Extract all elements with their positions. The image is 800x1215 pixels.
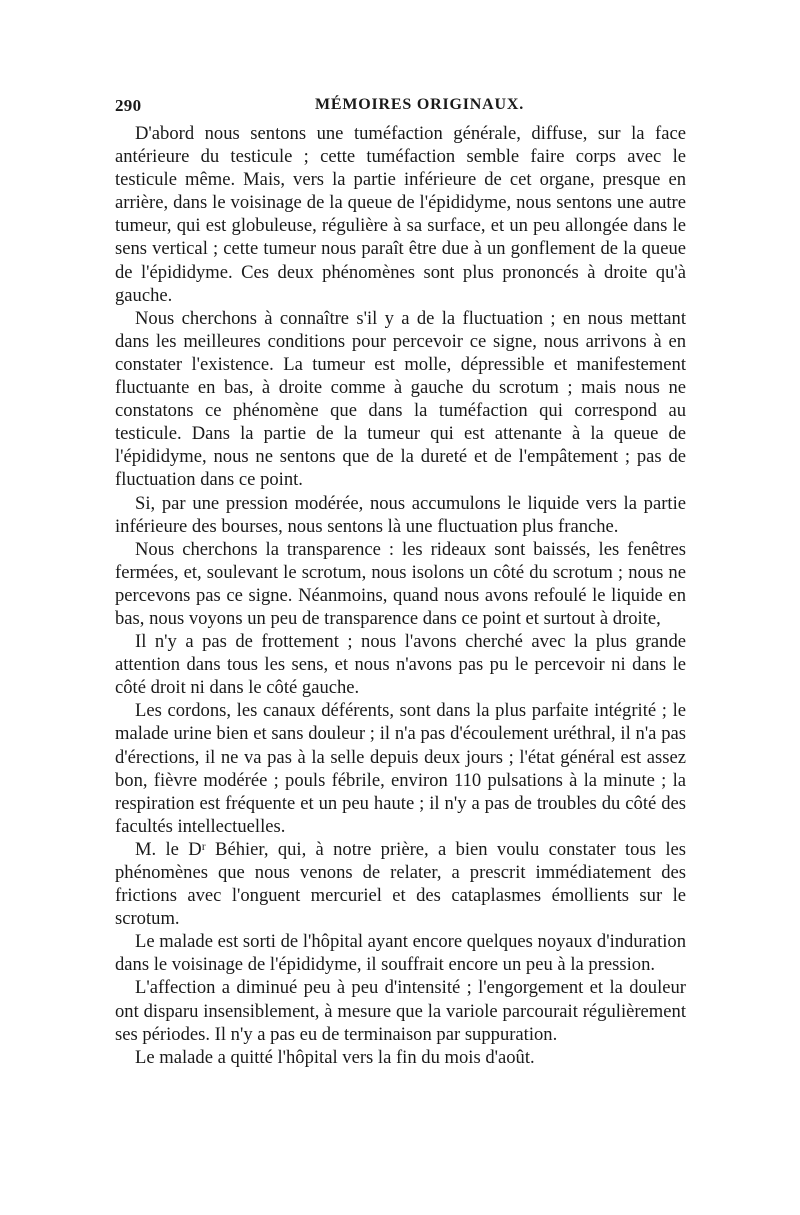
paragraph-transparence: Nous cherchons la transparence : les rideaux sont baissés, les fenêtres fermées, et, soulevant le scrotum, nous isolons un côté du scrotum ; nous ne percevons pas ce signe. Néanmoins, quand nous avons refoulé le liquide en bas, nous voyons un peu de transparence dans ce point et surtout à droite,: [115, 538, 686, 629]
paragraph-pression: Si, par une pression modérée, nous accumulons le liquide vers la partie inférieure des bourses, nous sentons là une fluctuation plus franche.: [115, 492, 686, 537]
running-title: MÉMOIRES ORIGINAUX.: [315, 96, 524, 113]
running-head: [115, 96, 686, 120]
paragraph-tumefaction: D'abord nous sentons une tuméfaction générale, diffuse, sur la face antérieure du testicule ; cette tuméfaction semble faire corps avec le testicule même. Mais, vers la partie inférieure de cet organe, presque en arrière, dans le voisinage de la queue de l'épididyme, nous sentons une autre tumeur, qui est globuleuse, régulière à sa surface, et un peu allongée dans le sens vertical ; cette tumeur nous paraît être due à un gonflement de la queue de l'épididyme. Ces deux phénomènes sont plus prononcés à droite qu'à gauche.: [115, 123, 686, 306]
paragraph-fluctuation: Nous cherchons à connaître s'il y a de la fluctuation ; en nous mettant dans les meilleures conditions pour percevoir ce signe, nous arrivons à en constater l'existence. La tumeur est molle, dépressible et manifestement fluctuante en bas, à droite comme à gauche du scrotum ; mais nous ne constatons ce phénomène que dans la tuméfaction qui correspond au testicule. Dans la partie de la tumeur qui est attenante à la queue de l'épididyme, nous ne sentons que de la dureté et de l'empâtement ; pas de fluctuation dans ce point.: [115, 307, 686, 491]
book-page: [115, 96, 686, 1069]
paragraph-behier: M. le Dʳ Béhier, qui, à notre prière, a bien voulu constater tous les phénomènes que nous venons de relater, a prescrit immédiatement des frictions avec l'onguent mercuriel et des cataplasmes émollients sur le scrotum.: [115, 838, 686, 930]
paragraph-depart: Le malade a quitté l'hôpital vers la fin du mois d'août.: [135, 1046, 535, 1068]
paragraph-affection: L'affection a diminué peu à peu d'intensité ; l'engorgement et la douleur ont disparu insensiblement, à mesure que la variole parcourait régulièrement ses périodes. Il n'y a pas eu de terminaison par suppuration.: [115, 977, 686, 1045]
body-text: [115, 122, 686, 1069]
paragraph-sortie: Le malade est sorti de l'hôpital ayant encore quelques noyaux d'induration dans le voisinage de l'épididyme, il souffrait encore un peu à la pression.: [115, 931, 686, 976]
paragraph-cordons: Les cordons, les canaux déférents, sont dans la plus parfaite intégrité ; le malade urine bien et sans douleur ; il n'a pas d'écoulement uréthral, il n'a pas d'érections, il ne va pas à la selle depuis deux jours ; l'état général est assez bon, fièvre modérée ; pouls fébrile, environ 110 pulsations à la minute ; la respiration est fréquente et un peu haute ; il n'y a pas de troubles du côté des facultés intellectuelles.: [115, 700, 686, 837]
page-number: 290: [115, 96, 142, 115]
paragraph-frottement: Il n'y a pas de frottement ; nous l'avons cherché avec la plus grande attention dans tous les sens, et nous n'avons pas pu le percevoir ni dans le côté droit ni dans le côté gauche.: [115, 631, 686, 699]
